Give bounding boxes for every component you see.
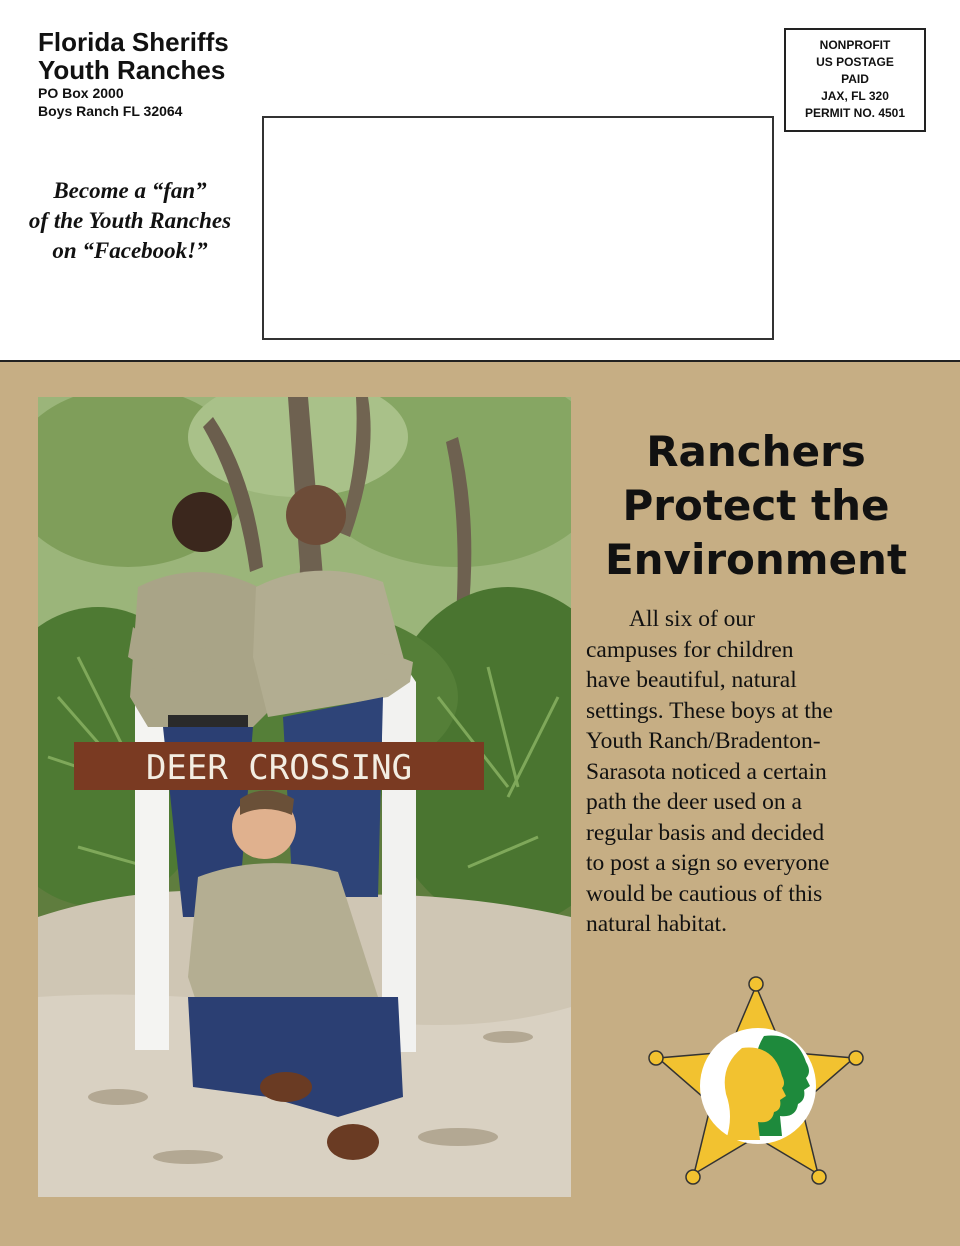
body-line: to post a sign so everyone: [586, 850, 830, 876]
body-line: Sarasota noticed a certain: [586, 758, 827, 785]
postage-line2: US POSTAGE: [816, 55, 894, 69]
return-address: [38, 28, 229, 120]
postage-line3: PAID: [841, 72, 869, 86]
facebook-promo-line2: of the Youth Ranches: [28, 208, 232, 233]
postage-indicia: [784, 28, 926, 132]
address-city: Boys Ranch FL 32064: [38, 103, 183, 119]
org-name-line1: Florida Sheriffs: [38, 27, 229, 57]
body-line: would be cautious of this: [586, 880, 823, 907]
body-line: have beautiful, natural: [586, 667, 797, 693]
facebook-promo-line1: Become a “fan”: [53, 178, 207, 203]
headline-line3: Environment: [604, 535, 908, 584]
facebook-promo: [10, 176, 250, 266]
body-line: natural habitat.: [586, 911, 727, 937]
facebook-promo-line3: on “Facebook!”: [52, 238, 208, 263]
mailing-panel: [0, 0, 960, 362]
sheriff-star-logo: [646, 974, 866, 1194]
body-line: All six of our: [629, 606, 755, 632]
article-headline: [578, 425, 934, 587]
postage-line5: PERMIT NO. 4501: [804, 106, 906, 120]
body-line: campuses for children: [586, 636, 794, 663]
headline-line1: Ranchers: [646, 427, 866, 476]
postage-line1: NONPROFIT: [819, 38, 891, 52]
postage-line4: JAX, FL 320: [821, 89, 889, 103]
address-street: PO Box 2000: [38, 85, 124, 101]
ranchers-photo: [38, 397, 571, 1197]
body-line: regular basis and decided: [586, 819, 825, 846]
deer-crossing-sign: DEER CROSSING: [145, 748, 413, 788]
headline-line2: Protect the: [622, 481, 890, 530]
org-name-line2: Youth Ranches: [38, 55, 226, 85]
body-line: path the deer used on a: [586, 789, 802, 815]
body-line: Youth Ranch/Bradenton-: [586, 728, 821, 754]
address-window: [262, 116, 774, 340]
article-body: [586, 604, 936, 940]
body-line: settings. These boys at the: [586, 697, 833, 724]
